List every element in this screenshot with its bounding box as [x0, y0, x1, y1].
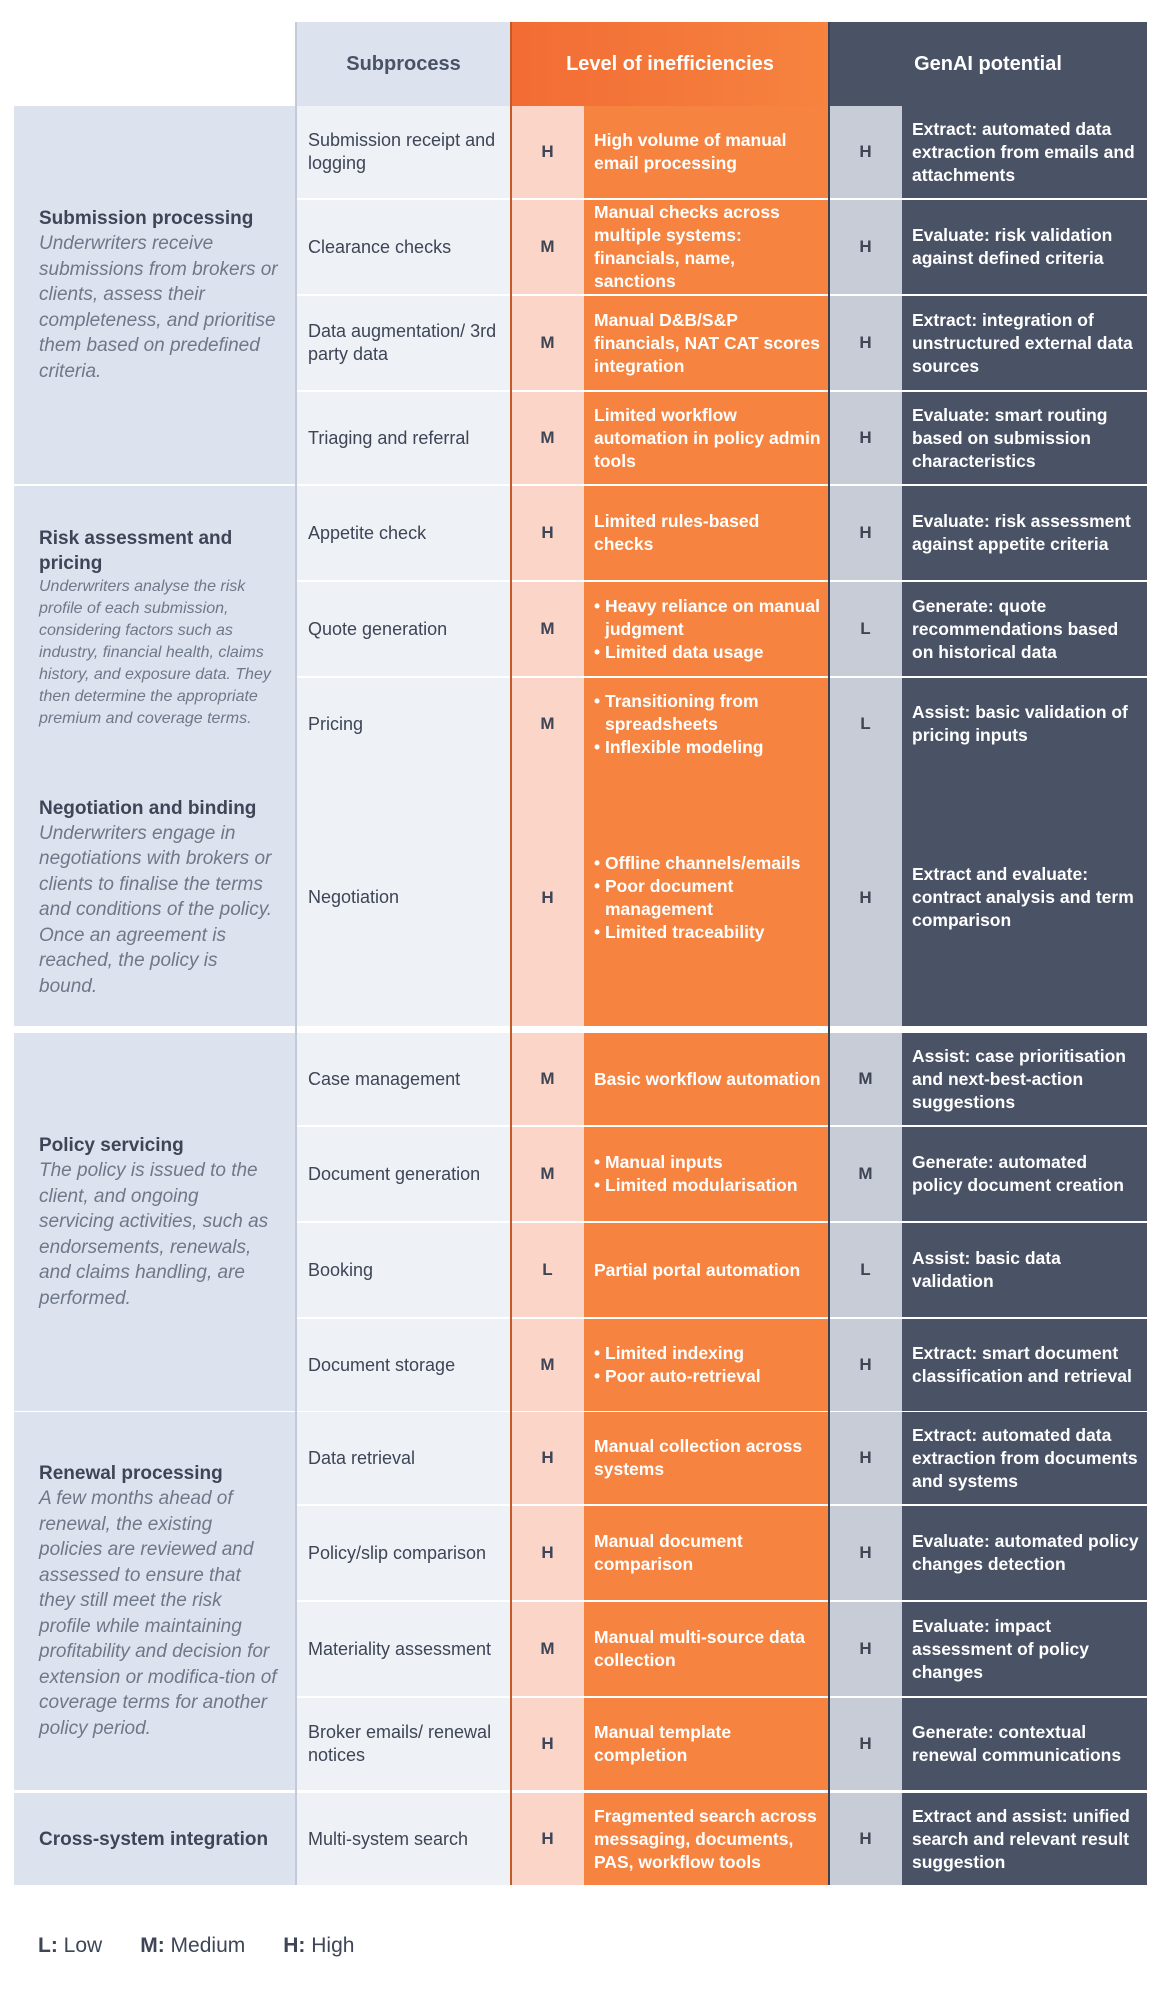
inefficiency-description: [584, 1223, 829, 1317]
genai-level: M: [829, 1127, 902, 1221]
subprocess-cell: [296, 769, 511, 1026]
inefficiency-level: M: [511, 296, 584, 390]
inefficiency-description: [584, 106, 829, 198]
genai-level: H: [829, 1698, 902, 1790]
inefficiency-list: [594, 1342, 761, 1388]
inefficiency-level: M: [511, 392, 584, 484]
subprocess-label: Policy/slip comparison: [308, 1542, 487, 1563]
genai-text: Evaluate: risk assessment against appetite criteria: [912, 511, 1131, 554]
inefficiency-item: • Heavy reliance on manual judgment: [594, 595, 821, 641]
inefficiency-level: H: [511, 1793, 584, 1885]
inefficiency-description: [584, 296, 829, 390]
inefficiency-level: H: [511, 486, 584, 580]
inefficiency-description: [584, 1127, 829, 1221]
subprocess-cell: [296, 296, 511, 390]
inefficiency-item: • Poor auto-retrieval: [594, 1365, 761, 1388]
header-genai: GenAI potential: [829, 22, 1147, 106]
process-cell: [14, 486, 296, 770]
inefficiency-level: H: [511, 769, 584, 1026]
subprocess-label: Quote generation: [308, 618, 448, 639]
inefficiency-text: Limited workflow automation in policy admin tools: [594, 404, 821, 471]
inefficiency-level: M: [511, 200, 584, 294]
subprocess-cell: [296, 1793, 511, 1885]
inefficiency-description: [584, 392, 829, 484]
genai-text: Extract: automated data extraction from emails and attachments: [912, 118, 1135, 185]
genai-description: [902, 392, 1147, 484]
genai-description: [902, 486, 1147, 580]
genai-description: [902, 1602, 1147, 1696]
inefficiency-item: • Limited indexing: [594, 1342, 761, 1365]
inefficiency-list: [594, 852, 821, 944]
process-cell: [14, 1033, 296, 1411]
inefficiency-list: [594, 1151, 798, 1197]
inefficiency-level: L: [511, 1223, 584, 1317]
genai-level: H: [829, 486, 902, 580]
inefficiency-list: [594, 690, 821, 759]
genai-description: [902, 1033, 1147, 1125]
genai-level: H: [829, 1602, 902, 1696]
genai-description: [902, 1223, 1147, 1317]
inefficiency-item: • Limited data usage: [594, 641, 821, 664]
inefficiency-level: M: [511, 678, 584, 770]
subprocess-label: Case management: [308, 1068, 461, 1089]
inefficiency-description: [584, 486, 829, 580]
inefficiency-description: [584, 1033, 829, 1125]
genai-level: L: [829, 582, 902, 676]
inefficiency-level: H: [511, 106, 584, 198]
subprocess-label: Appetite check: [308, 522, 427, 543]
genai-description: [902, 678, 1147, 770]
header-subprocess: Subprocess: [296, 22, 511, 106]
inefficiency-text: Fragmented search across messaging, documents, PAS, workflow tools: [594, 1805, 817, 1872]
genai-text: Extract: smart document classification and retrieval: [912, 1343, 1132, 1386]
inefficiency-text: High volume of manual email processing: [594, 130, 787, 173]
subprocess-cell: [296, 1223, 511, 1317]
genai-description: [902, 200, 1147, 294]
genai-description: [902, 1793, 1147, 1885]
inefficiency-text: Manual checks across multiple systems: financials, name, sanctions: [594, 202, 780, 291]
genai-text: Extract: automated data extraction from documents and systems: [912, 1424, 1138, 1491]
inefficiency-description: [584, 200, 829, 294]
subprocess-label: Pricing: [308, 713, 364, 734]
subprocess-label: Materiality assessment: [308, 1638, 492, 1659]
genai-description: [902, 1506, 1147, 1600]
subprocess-label: Booking: [308, 1259, 374, 1280]
genai-level: H: [829, 1793, 902, 1885]
subprocess-cell: [296, 582, 511, 676]
subprocess-label: Clearance checks: [308, 236, 452, 257]
subprocess-label: Multi-system search: [308, 1828, 469, 1849]
process-title: Submission processing: [39, 208, 254, 229]
column-divider: [295, 22, 297, 1885]
genai-level: L: [829, 678, 902, 770]
genai-level: H: [829, 1319, 902, 1411]
process-title: Policy servicing: [39, 1135, 184, 1156]
inefficiency-level: M: [511, 1033, 584, 1125]
genai-text: Generate: quote recommendations based on historical data: [912, 595, 1119, 662]
subprocess-cell: [296, 1412, 511, 1504]
genai-description: [902, 1127, 1147, 1221]
genai-text: Extract and assist: unified search and relevant result suggestion: [912, 1805, 1130, 1872]
genai-description: [902, 1698, 1147, 1790]
subprocess-cell: [296, 1698, 511, 1790]
genai-text: Assist: case prioritisation and next-best-action suggestions: [912, 1045, 1126, 1112]
legend-high: H: High: [283, 1934, 355, 1957]
inefficiency-item: • Inflexible modeling: [594, 736, 821, 759]
genai-description: [902, 582, 1147, 676]
genai-level: H: [829, 392, 902, 484]
process-description: The policy is issued to the client, and ongoing servicing activities, such as endorsements, renewals, and claims handling, are performed.: [39, 1160, 269, 1309]
subprocess-cell: [296, 1319, 511, 1411]
subprocess-cell: [296, 1033, 511, 1125]
genai-level: H: [829, 106, 902, 198]
inefficiency-text: Limited rules-based checks: [594, 511, 760, 554]
process-title: Renewal processing: [39, 1463, 223, 1484]
subprocess-label: Submission receipt and logging: [308, 130, 496, 173]
subprocess-cell: [296, 392, 511, 484]
genai-text: Assist: basic validation of pricing inputs: [912, 702, 1128, 745]
subprocess-label: Document storage: [308, 1354, 456, 1375]
inefficiency-description: [584, 1412, 829, 1504]
subprocess-label: Data retrieval: [308, 1447, 416, 1468]
inefficiency-description: [584, 582, 829, 676]
process-description: Underwriters analyse the risk profile of each submission, considering factors such as industry, financial health, claims history, and exposure data. They then determine the appropriate premium and coverage terms.: [39, 578, 271, 727]
process-cell: [14, 106, 296, 484]
genai-description: [902, 769, 1147, 1026]
inefficiency-description: [584, 1506, 829, 1600]
subprocess-cell: [296, 1506, 511, 1600]
subprocess-cell: [296, 678, 511, 770]
genai-level: H: [829, 296, 902, 390]
inefficiency-description: [584, 1793, 829, 1885]
subprocess-cell: [296, 106, 511, 198]
inefficiency-item: • Transitioning from spreadsheets: [594, 690, 821, 736]
genai-description: [902, 106, 1147, 198]
column-divider: [510, 22, 512, 1885]
genai-text: Extract and evaluate: contract analysis and term comparison: [912, 864, 1134, 930]
genai-text: Evaluate: automated policy changes detection: [912, 1531, 1139, 1574]
genai-text: Generate: automated policy document creation: [912, 1152, 1124, 1195]
inefficiency-item: • Manual inputs: [594, 1151, 798, 1174]
genai-level: M: [829, 1033, 902, 1125]
inefficiency-level: H: [511, 1506, 584, 1600]
inefficiency-text: Basic workflow automation: [594, 1068, 821, 1089]
inefficiency-text: Manual template completion: [594, 1722, 732, 1765]
process-description: A few months ahead of renewal, the existing policies are reviewed and assessed to ensure that they still meet the risk profile while maintaining profitability and decision for extension or modifica-tion of coverage terms for another policy period.: [39, 1488, 277, 1739]
process-title: Risk assessment and pricing: [39, 528, 233, 574]
inefficiency-level: M: [511, 1319, 584, 1411]
inefficiency-text: Partial portal automation: [594, 1259, 801, 1280]
genai-level: H: [829, 200, 902, 294]
process-cell: [14, 1793, 296, 1885]
process-description: Underwriters engage in negotiations with brokers or clients to finalise the terms and conditions of the policy. Once an agreement is reached, the policy is bound.: [39, 822, 273, 997]
inefficiency-level: H: [511, 1698, 584, 1790]
inefficiency-item: • Limited modularisation: [594, 1174, 798, 1197]
inefficiency-list: [594, 595, 821, 664]
inefficiency-level: H: [511, 1412, 584, 1504]
inefficiency-description: [584, 1602, 829, 1696]
process-title: Cross-system integration: [39, 1828, 269, 1850]
legend: [38, 1934, 392, 1958]
genai-text: Evaluate: risk validation against defined criteria: [912, 225, 1113, 268]
genai-description: [902, 1319, 1147, 1411]
subprocess-cell: [296, 1127, 511, 1221]
inefficiency-text: Manual multi-source data collection: [594, 1627, 806, 1670]
process-cell: [14, 769, 296, 1026]
inefficiency-item: • Poor document management: [594, 875, 821, 921]
genai-level: H: [829, 1412, 902, 1504]
genai-text: Evaluate: smart routing based on submission characteristics: [912, 404, 1108, 471]
column-divider: [828, 22, 830, 1885]
process-cell: [14, 1412, 296, 1790]
genai-level: L: [829, 1223, 902, 1317]
subprocess-label: Triaging and referral: [308, 427, 470, 448]
subprocess-label: Document generation: [308, 1163, 481, 1184]
inefficiency-text: Manual D&B/S&P financials, NAT CAT scores integration: [594, 309, 820, 376]
header-inefficiencies: Level of inefficiencies: [511, 22, 829, 106]
genai-text: Extract: integration of unstructured external data sources: [912, 309, 1133, 376]
inefficiency-text: Manual collection across systems: [594, 1436, 803, 1479]
inefficiency-item: • Limited traceability: [594, 921, 821, 944]
process-title: Negotiation and binding: [39, 797, 257, 819]
genai-text: Assist: basic data validation: [912, 1248, 1061, 1291]
subprocess-label: Broker emails/ renewal notices: [308, 1722, 492, 1765]
inefficiency-description: [584, 1698, 829, 1790]
genai-text: Evaluate: impact assessment of policy changes: [912, 1615, 1090, 1682]
inefficiency-description: [584, 678, 829, 770]
subprocess-cell: [296, 200, 511, 294]
inefficiency-description: [584, 1319, 829, 1411]
genai-level: H: [829, 1506, 902, 1600]
genai-text: Generate: contextual renewal communications: [912, 1722, 1122, 1765]
inefficiency-text: Manual document comparison: [594, 1531, 743, 1574]
genai-level: H: [829, 769, 902, 1026]
inefficiency-level: M: [511, 1602, 584, 1696]
inefficiency-level: M: [511, 1127, 584, 1221]
subprocess-cell: [296, 1602, 511, 1696]
genai-description: [902, 296, 1147, 390]
inefficiency-item: • Offline channels/emails: [594, 852, 821, 875]
process-description: Underwriters receive submissions from brokers or clients, assess their completeness, and prioritise them based on predefined criteria.: [39, 233, 278, 382]
inefficiency-level: M: [511, 582, 584, 676]
subprocess-label: Negotiation: [308, 887, 400, 907]
legend-low: L: Low: [38, 1934, 103, 1957]
subprocess-label: Data augmentation/ 3rd party data: [308, 321, 497, 364]
legend-medium: M: Medium: [140, 1934, 246, 1957]
inefficiency-description: [584, 769, 829, 1026]
subprocess-cell: [296, 486, 511, 580]
genai-description: [902, 1412, 1147, 1504]
